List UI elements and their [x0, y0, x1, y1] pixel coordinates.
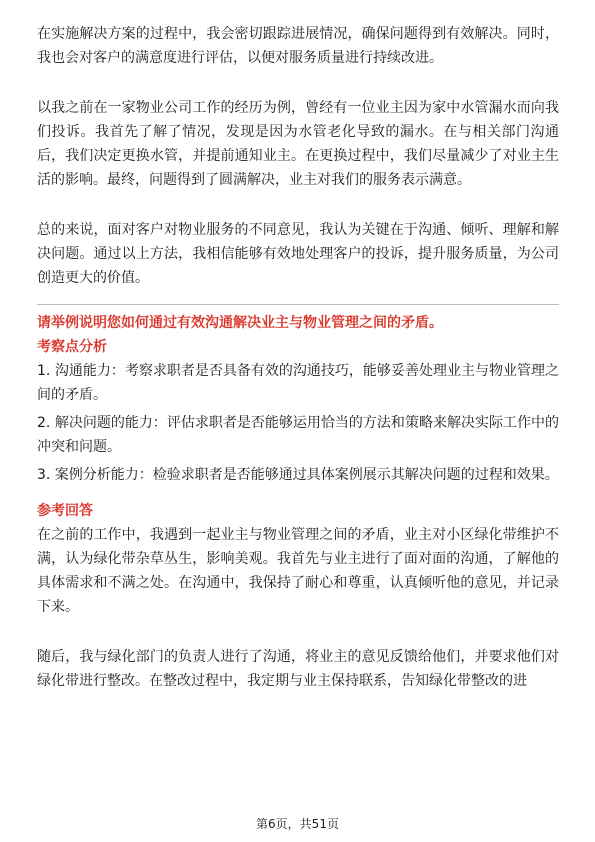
answer-paragraph: 在之前的工作中，我遇到一起业主与物业管理之间的矛盾，业主对小区绿化带维护不满，认为绿化带杂草丛生，影响美观。我首先与业主进行了面对面的沟通，了解他的具体需求和不满之处。在沟通中，我保持了耐心和尊重，认真倾听他的意见，并记录下来。 — [37, 527, 559, 615]
analysis-title: 考察点分析 — [37, 339, 107, 355]
analysis-item: 3. 案例分析能力：检验求职者是否能够通过具体案例展示其解决问题的过程和效果。 — [37, 467, 559, 483]
section-divider — [37, 304, 559, 305]
answer-title: 参考回答 — [37, 503, 93, 519]
paragraph: 以我之前在一家物业公司工作的经历为例，曾经有一位业主因为家中水管漏水而向我们投诉。我首先了解了情况，发现是因为水管老化导致的漏水。在与相关部门沟通后，我们决定更换水管，并提前通知业主。在更换过程中，我们尽量减少了对业主生活的影响。最终，问题得到了圆满解决，业主对我们的服务表示满意。 — [37, 100, 559, 188]
question-heading: 请举例说明您如何通过有效沟通解决业主与物业管理之间的矛盾。 — [37, 315, 443, 331]
paragraph: 总的来说，面对客户对物业服务的不同意见，我认为关键在于沟通、倾听、理解和解决问题。通过以上方法，我相信能够有效地处理客户的投诉，提升服务质量，为公司创造更大的价值。 — [37, 222, 559, 286]
answer-paragraph: 随后，我与绿化部门的负责人进行了沟通，将业主的意见反馈给他们，并要求他们对绿化带进行整改。在整改过程中，我定期与业主保持联系，告知绿化带整改的进 — [37, 649, 559, 689]
page-number-footer: 第6页，共51页 — [256, 817, 339, 831]
analysis-item: 2. 解决问题的能力：评估求职者是否能够运用恰当的方法和策略来解决实际工作中的冲突和问题。 — [37, 415, 559, 455]
document-page — [37, 22, 559, 693]
paragraph: 在实施解决方案的过程中，我会密切跟踪进展情况，确保问题得到有效解决。同时，我也会对客户的满意度进行评估，以便对服务质量进行持续改进。 — [37, 26, 559, 66]
analysis-item: 1. 沟通能力：考察求职者是否具备有效的沟通技巧，能够妥善处理业主与物业管理之间的矛盾。 — [37, 363, 559, 403]
